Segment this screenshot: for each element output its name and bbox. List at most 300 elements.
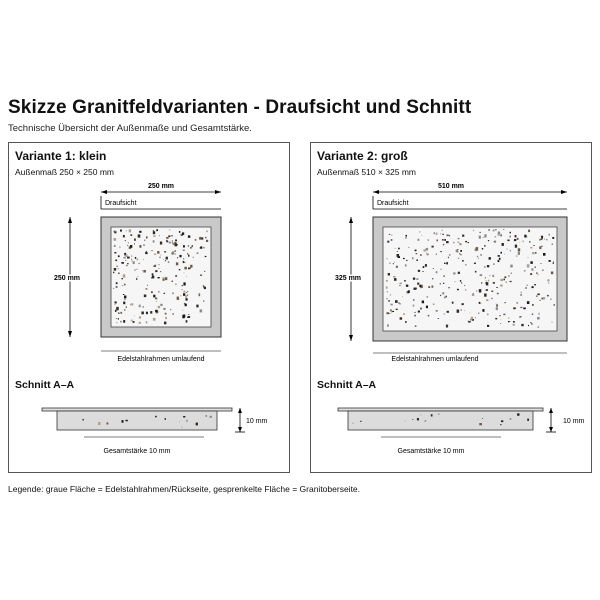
speckle-dot (528, 257, 529, 258)
speckle-dot (153, 230, 154, 231)
speckle-dot (428, 239, 429, 241)
speckle-dot (129, 229, 131, 232)
speckle-dot (166, 257, 168, 260)
speckle-dot (392, 311, 394, 312)
section-top-flange (42, 408, 232, 411)
speckle-dot (191, 246, 193, 247)
speckle-dot (182, 232, 184, 235)
speckle-dot (446, 262, 448, 264)
speckle-dot (175, 283, 176, 285)
speckle-dot (405, 421, 406, 422)
speckle-dot (480, 232, 481, 233)
speckle-dot (131, 320, 133, 322)
speckle-dot (116, 322, 117, 323)
speckle-dot (496, 307, 498, 310)
speckle-dot (398, 302, 399, 303)
speckle-dot (124, 253, 126, 255)
speckle-dot (118, 255, 120, 257)
speckle-dot (155, 270, 157, 272)
speckle-dot (399, 285, 400, 286)
speckle-dot (120, 321, 122, 323)
speckle-dot (175, 250, 176, 252)
speckle-dot (458, 258, 459, 259)
speckle-dot (484, 294, 487, 297)
speckle-dot (476, 290, 477, 291)
speckle-dot (388, 273, 390, 276)
speckle-dot (520, 307, 522, 308)
speckle-dot (122, 278, 124, 279)
speckle-dot (114, 232, 116, 234)
arrow-down-icon (549, 427, 553, 432)
speckle-dot (444, 263, 446, 264)
speckle-dot (153, 295, 155, 298)
speckle-dot (484, 267, 486, 268)
speckle-dot (182, 310, 183, 311)
speckle-dot (508, 276, 509, 277)
arrow-up-icon (238, 408, 242, 413)
speckle-dot (538, 274, 539, 275)
speckle-dot (352, 423, 353, 424)
speckle-dot (175, 240, 177, 242)
speckle-dot (448, 257, 449, 259)
speckle-dot (517, 238, 519, 240)
speckle-dot (438, 318, 439, 319)
speckle-dot (464, 310, 465, 311)
speckle-dot (422, 271, 423, 272)
speckle-dot (412, 419, 413, 420)
speckle-dot (457, 242, 459, 243)
speckle-dot (473, 230, 474, 232)
speckle-dot (509, 321, 510, 322)
speckle-dot (496, 304, 497, 305)
speckle-dot (434, 232, 436, 234)
speckle-dot (164, 251, 166, 253)
speckle-dot (162, 277, 164, 279)
section-label: Schnitt A–A (317, 379, 377, 391)
speckle-dot (121, 262, 124, 264)
speckle-dot (488, 280, 489, 282)
speckle-dot (179, 231, 180, 233)
speckle-dot (487, 265, 489, 267)
speckle-dot (449, 254, 450, 256)
speckle-dot (172, 240, 173, 241)
speckle-dot (536, 295, 537, 297)
speckle-dot (500, 279, 503, 281)
speckle-dot (393, 263, 394, 264)
speckle-dot (186, 292, 187, 293)
speckle-dot (118, 268, 119, 269)
speckle-dot (395, 248, 396, 249)
section-body (57, 411, 217, 430)
speckle-dot (428, 286, 430, 288)
speckle-dot (538, 313, 540, 315)
speckle-dot (444, 239, 446, 241)
speckle-dot (395, 300, 398, 303)
speckle-dot (427, 296, 428, 298)
speckle-dot (508, 321, 509, 322)
speckle-dot (193, 257, 194, 258)
speckle-dot (528, 325, 529, 326)
speckle-dot (146, 312, 148, 315)
speckle-dot (517, 413, 519, 415)
speckle-dot (440, 233, 441, 234)
speckle-dot (183, 416, 185, 418)
speckle-dot (443, 244, 444, 245)
speckle-dot (123, 257, 125, 259)
speckle-dot (116, 266, 118, 267)
speckle-dot (505, 302, 506, 303)
speckle-dot (165, 277, 167, 280)
speckle-dot (163, 308, 165, 310)
speckle-dot (415, 250, 417, 252)
legend: Legende: graue Fläche = Edelstahlrahmen/Rückseite, gesprenkelte Fläche = Granitoberseite. (8, 484, 361, 494)
speckle-dot (144, 295, 147, 298)
speckle-dot (190, 265, 192, 268)
speckle-dot (188, 245, 190, 247)
speckle-dot (137, 258, 139, 260)
speckle-dot (524, 270, 526, 271)
speckle-dot (501, 252, 503, 254)
speckle-dot (415, 312, 416, 313)
speckle-dot (386, 280, 387, 282)
speckle-dot (116, 318, 117, 319)
speckle-dot (457, 289, 459, 291)
speckle-dot (448, 287, 449, 288)
speckle-dot (406, 285, 408, 287)
speckle-dot (446, 325, 448, 327)
speckle-dot (130, 304, 131, 305)
speckle-dot (139, 305, 141, 308)
speckle-dot (115, 260, 117, 262)
speckle-dot (460, 280, 461, 282)
section-body (348, 411, 533, 430)
speckle-dot (436, 233, 438, 235)
arrow-down-icon (68, 331, 72, 337)
speckle-dot (504, 279, 505, 281)
speckle-dot (532, 252, 534, 254)
speckle-dot (134, 269, 135, 271)
speckle-dot (123, 235, 125, 237)
speckle-dot (153, 231, 155, 234)
speckle-dot (406, 235, 408, 237)
speckle-dot (476, 247, 479, 251)
speckle-dot (497, 293, 499, 294)
speckle-dot (534, 284, 536, 285)
speckle-dot (413, 299, 415, 301)
speckle-dot (123, 302, 125, 305)
speckle-dot (416, 260, 418, 261)
speckle-dot (507, 240, 509, 242)
speckle-dot (475, 317, 476, 318)
speckle-dot (482, 248, 483, 250)
speckle-dot (419, 231, 420, 233)
speckle-dot (402, 297, 403, 298)
speckle-dot (419, 285, 421, 287)
speckle-dot (408, 247, 409, 248)
speckle-dot (400, 317, 403, 319)
speckle-dot (205, 237, 206, 238)
speckle-dot (396, 266, 398, 268)
speckle-dot (432, 286, 434, 288)
speckle-dot (122, 420, 124, 423)
speckle-dot (115, 301, 117, 303)
speckle-dot (156, 301, 157, 302)
speckle-dot (165, 317, 167, 319)
speckle-dot (470, 313, 471, 314)
speckle-dot (123, 294, 124, 295)
speckle-dot (390, 309, 392, 311)
speckle-dot (487, 325, 489, 327)
view-label: Draufsicht (377, 200, 409, 207)
speckle-dot (530, 247, 532, 249)
speckle-dot (126, 420, 128, 422)
speckle-dot (416, 253, 418, 254)
speckle-dot (426, 306, 428, 309)
speckle-dot (423, 266, 425, 268)
speckle-dot (145, 252, 147, 254)
speckle-dot (166, 237, 168, 239)
speckle-dot (553, 263, 554, 264)
speckle-dot (203, 247, 205, 249)
speckle-dot (481, 254, 482, 255)
speckle-dot (518, 248, 520, 251)
speckle-dot (486, 282, 488, 285)
speckle-dot (154, 265, 156, 266)
speckle-dot (478, 258, 479, 259)
speckle-dot (457, 249, 458, 250)
speckle-dot (453, 272, 455, 274)
speckle-dot (498, 260, 500, 262)
speckle-dot (531, 323, 533, 324)
speckle-dot (492, 275, 494, 277)
speckle-dot (389, 313, 391, 314)
height-label: 250 mm (53, 275, 81, 282)
speckle-dot (187, 253, 188, 254)
speckle-dot (183, 315, 186, 318)
speckle-dot (406, 260, 407, 261)
variant-drawing (9, 143, 291, 474)
speckle-dot (134, 244, 135, 245)
speckle-dot (507, 249, 508, 250)
speckle-dot (415, 288, 417, 290)
speckle-dot (501, 234, 502, 235)
variant-name: Variante 2: groß (317, 149, 408, 163)
speckle-dot (510, 419, 512, 420)
speckle-dot (158, 268, 159, 269)
speckle-dot (186, 320, 188, 322)
speckle-dot (489, 257, 491, 260)
speckle-dot (177, 257, 178, 258)
speckle-dot (552, 244, 553, 245)
speckle-dot (199, 294, 201, 296)
speckle-dot (524, 235, 526, 238)
speckle-dot (136, 269, 137, 270)
speckle-dot (549, 234, 550, 236)
speckle-dot (547, 295, 549, 297)
speckle-dot (180, 295, 181, 296)
speckle-dot (183, 291, 185, 293)
speckle-dot (179, 269, 181, 270)
speckle-dot (195, 239, 197, 241)
speckle-dot (188, 314, 189, 315)
speckle-dot (152, 250, 153, 251)
speckle-dot (135, 257, 136, 259)
speckle-dot (168, 235, 170, 237)
speckle-dot (541, 236, 543, 238)
speckle-dot (144, 240, 145, 241)
speckle-dot (114, 252, 116, 253)
speckle-dot (442, 239, 444, 240)
speckle-dot (437, 240, 439, 242)
speckle-dot (150, 311, 152, 314)
speckle-dot (160, 304, 162, 306)
speckle-dot (495, 229, 497, 230)
speckle-dot (172, 281, 173, 282)
speckle-dot (493, 230, 495, 232)
speckle-dot (515, 235, 517, 237)
speckle-dot (551, 272, 553, 275)
section-top-flange (338, 408, 543, 411)
speckle-dot (130, 234, 132, 235)
speckle-dot (146, 288, 148, 289)
speckle-dot (405, 237, 406, 238)
speckle-dot (426, 248, 428, 251)
speckle-dot (153, 240, 155, 242)
speckle-dot (436, 271, 438, 273)
speckle-dot (486, 299, 488, 301)
speckle-dot (389, 234, 391, 235)
speckle-dot (431, 414, 433, 416)
speckle-dot (413, 278, 415, 280)
speckle-dot (114, 268, 117, 271)
speckle-dot (143, 306, 145, 308)
speckle-dot (147, 285, 148, 286)
speckle-dot (114, 304, 115, 305)
speckle-dot (186, 420, 188, 422)
speckle-dot (188, 255, 190, 257)
speckle-dot (165, 260, 166, 261)
speckle-dot (139, 322, 141, 324)
speckle-dot (537, 294, 539, 296)
speckle-dot (436, 254, 437, 255)
speckle-dot (530, 261, 532, 264)
speckle-dot (404, 280, 406, 281)
speckle-dot (152, 273, 154, 275)
speckle-dot (131, 255, 132, 257)
speckle-dot (460, 250, 462, 252)
speckle-dot (396, 309, 398, 310)
speckle-dot (459, 253, 460, 254)
speckle-dot (107, 422, 109, 424)
speckle-dot (498, 232, 500, 234)
view-label: Draufsicht (105, 200, 137, 207)
section-label: Schnitt A–A (15, 379, 75, 391)
speckle-dot (183, 250, 185, 252)
speckle-dot (539, 239, 541, 241)
page-title: Skizze Granitfeldvarianten - Draufsicht und Schnitt (8, 97, 472, 118)
speckle-dot (474, 263, 476, 264)
speckle-dot (83, 419, 84, 421)
speckle-dot (444, 314, 445, 315)
speckle-dot (537, 317, 540, 320)
arrow-up-icon (68, 217, 72, 223)
speckle-dot (139, 316, 141, 318)
speckle-dot (116, 307, 119, 310)
speckle-dot (133, 261, 135, 264)
page-subtitle: Technische Übersicht der Außenmaße und Gesamtstärke. (8, 123, 252, 134)
speckle-dot (510, 232, 512, 234)
speckle-dot (403, 258, 405, 259)
speckle-dot (498, 255, 500, 257)
speckle-dot (142, 270, 143, 271)
speckle-dot (146, 251, 147, 253)
speckle-dot (438, 414, 439, 415)
speckle-dot (442, 234, 443, 235)
height-label: 325 mm (334, 275, 362, 282)
speckle-dot (188, 268, 191, 270)
speckle-dot (490, 275, 491, 276)
speckle-dot (554, 304, 555, 305)
speckle-dot (157, 251, 159, 254)
variant-panel-large (310, 142, 592, 473)
speckle-dot (192, 245, 193, 246)
speckle-dot (187, 291, 188, 292)
speckle-dot (119, 313, 120, 314)
speckle-dot (387, 324, 389, 326)
speckle-dot (518, 252, 520, 255)
speckle-dot (131, 303, 133, 305)
speckle-dot (525, 287, 526, 288)
speckle-dot (403, 313, 405, 315)
speckle-dot (124, 255, 125, 257)
speckle-dot (488, 230, 490, 231)
speckle-dot (127, 263, 129, 264)
speckle-dot (491, 298, 493, 299)
speckle-dot (418, 311, 420, 313)
speckle-dot (516, 256, 517, 257)
speckle-dot (127, 245, 128, 246)
speckle-dot (206, 231, 208, 233)
speckle-dot (200, 275, 202, 276)
speckle-dot (133, 321, 135, 323)
speckle-dot (484, 245, 486, 246)
speckle-dot (486, 289, 488, 291)
speckle-dot (128, 242, 129, 243)
speckle-dot (151, 277, 152, 278)
speckle-dot (462, 303, 464, 305)
speckle-dot (139, 245, 141, 248)
speckle-dot (386, 258, 388, 259)
speckle-dot (134, 239, 136, 241)
speckle-dot (182, 289, 183, 290)
arrow-right-icon (215, 190, 221, 194)
speckle-dot (500, 323, 501, 324)
speckle-dot (206, 415, 207, 416)
speckle-dot (486, 280, 487, 281)
speckle-dot (386, 298, 388, 300)
speckle-dot (529, 241, 530, 242)
speckle-dot (513, 307, 516, 309)
speckle-dot (428, 315, 430, 317)
speckle-dot (530, 273, 532, 275)
speckle-dot (496, 287, 497, 288)
speckle-dot (449, 235, 450, 236)
speckle-dot (405, 321, 407, 323)
speckle-dot (464, 285, 465, 286)
speckle-dot (177, 297, 179, 300)
speckle-dot (532, 286, 534, 288)
speckle-dot (114, 245, 116, 247)
